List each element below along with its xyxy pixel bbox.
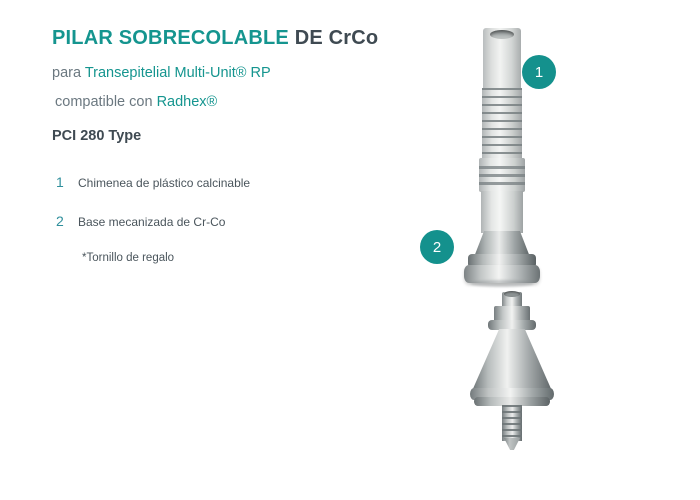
page-title-primary: PILAR SOBRECOLABLE (52, 27, 289, 49)
legend-label-1: Chimenea de plástico calcinable (78, 176, 251, 191)
screw-slot-icon (504, 291, 520, 297)
subtitle-prefix: para (52, 65, 82, 81)
abutment-shoulder-icon (488, 320, 536, 330)
product-illustration (420, 10, 690, 490)
callout-badge-1: 1 (522, 55, 556, 89)
base-shadow-icon (470, 280, 534, 287)
page-title (52, 26, 422, 50)
legend-label-2: Base mecanizada de Cr-Co (78, 215, 226, 230)
callout-badge-2: 2 (420, 230, 454, 264)
abutment-cone-icon (472, 329, 552, 391)
compatibility-accent: Radhex® (156, 93, 218, 110)
compatibility-line (55, 93, 422, 113)
legend-item-2 (52, 213, 422, 229)
legend-item-1 (52, 174, 422, 190)
page-title-secondary: DE CrCo (294, 27, 379, 49)
sleeve-band-icon (479, 174, 525, 177)
sleeve-ribs-icon (482, 88, 522, 160)
subtitle-accent: Transepitelial Multi-Unit® RP (84, 65, 271, 81)
legend-number-2: 2 (56, 213, 64, 230)
subtitle-line (52, 64, 422, 84)
text-column (52, 26, 422, 276)
sleeve-band-icon (479, 166, 525, 169)
legend-number-1: 1 (56, 174, 64, 191)
sleeve-lower-icon (481, 191, 523, 233)
footnote: *Tornillo de regalo (82, 252, 175, 265)
sleeve-band-icon (479, 182, 525, 185)
abutment-tip-icon (504, 438, 520, 450)
compatibility-prefix: compatible con (55, 93, 153, 110)
sleeve-bore-icon (490, 30, 514, 39)
abutment-thread-icon (502, 405, 522, 441)
model-code: PCI 280 Type (52, 128, 142, 145)
abutment-assembly (458, 288, 568, 458)
